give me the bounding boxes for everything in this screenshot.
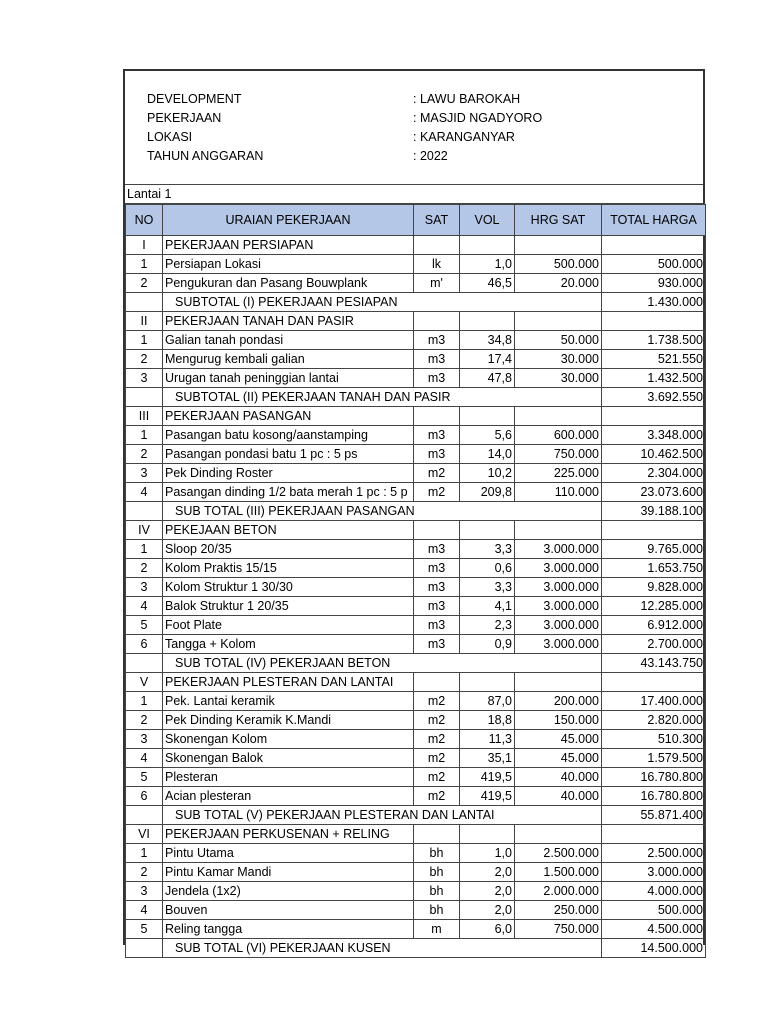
cell-hrg-sat: 750.000 <box>515 445 602 464</box>
subtotal-row <box>126 806 706 825</box>
cell-vol: 2,0 <box>460 901 515 920</box>
cell-hrg-sat <box>515 825 602 844</box>
cell-vol: 10,2 <box>460 464 515 483</box>
cell-no: V <box>126 673 163 692</box>
cell-total-harga: 1.738.500 <box>602 331 706 350</box>
section-row <box>126 825 706 844</box>
cell-vol: 419,5 <box>460 768 515 787</box>
cell-hrg-sat: 40.000 <box>515 768 602 787</box>
cell-vol <box>460 673 515 692</box>
cell-uraian: Acian plesteran <box>163 787 414 806</box>
cell-total-harga: 500.000 <box>602 901 706 920</box>
cell-hrg-sat <box>515 673 602 692</box>
cell-no: 4 <box>126 749 163 768</box>
cell-total-harga: 1.579.500 <box>602 749 706 768</box>
cell-hrg-sat: 2.500.000 <box>515 844 602 863</box>
cell-vol: 3,3 <box>460 540 515 559</box>
table-row <box>126 635 706 654</box>
table-row <box>126 578 706 597</box>
cell-uraian: Pasangan dinding 1/2 bata merah 1 pc : 5 p <box>163 483 414 502</box>
cell-vol <box>460 407 515 426</box>
cell-uraian: Bouven <box>163 901 414 920</box>
cell-sat <box>414 236 460 255</box>
cell-vol: 2,3 <box>460 616 515 635</box>
subtotal-row <box>126 388 706 407</box>
cell-vol: 0,9 <box>460 635 515 654</box>
project-header <box>125 71 703 185</box>
cell-vol <box>460 521 515 540</box>
cell-vol: 1,0 <box>460 844 515 863</box>
cell-sat: m3 <box>414 635 460 654</box>
cell-total-harga: 4.500.000 <box>602 920 706 939</box>
cell-total-harga: 521.550 <box>602 350 706 369</box>
cell-no: 4 <box>126 597 163 616</box>
cell-subtotal-label: SUB TOTAL (IV) PEKERJAAN BETON <box>163 654 602 673</box>
cell-hrg-sat: 3.000.000 <box>515 578 602 597</box>
table-row <box>126 901 706 920</box>
subtotal-row <box>126 293 706 312</box>
cell-sat: m3 <box>414 369 460 388</box>
cell-vol: 17,4 <box>460 350 515 369</box>
cell-no: 3 <box>126 730 163 749</box>
cell-hrg-sat: 3.000.000 <box>515 559 602 578</box>
table-row <box>126 597 706 616</box>
table-row <box>126 255 706 274</box>
table-header-row <box>126 205 706 236</box>
cell-uraian: Reling tangga <box>163 920 414 939</box>
header-label: TAHUN ANGGARAN <box>147 149 264 163</box>
cell-no: 4 <box>126 901 163 920</box>
cell-subtotal-label: SUBTOTAL (I) PEKERJAAN PESIAPAN <box>163 293 602 312</box>
header-row-development <box>125 90 703 109</box>
cell-total-harga: 9.765.000 <box>602 540 706 559</box>
cell-no: 6 <box>126 787 163 806</box>
table-row <box>126 331 706 350</box>
cell-no: 5 <box>126 920 163 939</box>
cell-no: 2 <box>126 559 163 578</box>
cell-no: VI <box>126 825 163 844</box>
cell-total-harga: 2.820.000 <box>602 711 706 730</box>
cell-total-harga: 4.000.000 <box>602 882 706 901</box>
cell-sat: m3 <box>414 445 460 464</box>
cell-vol <box>460 825 515 844</box>
cell-sat: m' <box>414 274 460 293</box>
cell-sat: m3 <box>414 597 460 616</box>
cell-no: 1 <box>126 540 163 559</box>
header-value: : 2022 <box>413 149 448 163</box>
cell-no: II <box>126 312 163 331</box>
cell-vol: 5,6 <box>460 426 515 445</box>
cell-sat: m2 <box>414 711 460 730</box>
header-row-lokasi <box>125 128 703 147</box>
cell-vol: 18,8 <box>460 711 515 730</box>
table-row <box>126 863 706 882</box>
col-header-no: NO <box>126 205 163 236</box>
cell-sat <box>414 312 460 331</box>
cell-hrg-sat: 750.000 <box>515 920 602 939</box>
cell-uraian: PEKEJAAN BETON <box>163 521 414 540</box>
cell-uraian: PEKERJAAN PERKUSENAN + RELING <box>163 825 414 844</box>
cell-total-harga <box>602 407 706 426</box>
cell-hrg-sat: 30.000 <box>515 369 602 388</box>
cell-sat: m2 <box>414 692 460 711</box>
table-body <box>126 236 706 958</box>
header-label: LOKASI <box>147 130 193 144</box>
cell-subtotal-value: 14.500.000 <box>602 939 706 958</box>
table-row <box>126 882 706 901</box>
cell-total-harga <box>602 312 706 331</box>
table-row <box>126 445 706 464</box>
table-row <box>126 464 706 483</box>
cell-sat: m2 <box>414 464 460 483</box>
header-value: : LAWU BAROKAH <box>413 92 521 106</box>
cell-hrg-sat <box>515 521 602 540</box>
cost-table <box>125 204 706 958</box>
cell-sat: m2 <box>414 483 460 502</box>
cell-uraian: PEKERJAAN TANAH DAN PASIR <box>163 312 414 331</box>
cell-sat: m2 <box>414 787 460 806</box>
cell-vol: 419,5 <box>460 787 515 806</box>
table-row <box>126 730 706 749</box>
cell-uraian: Balok Struktur 1 20/35 <box>163 597 414 616</box>
cell-no <box>126 388 163 407</box>
cell-hrg-sat: 600.000 <box>515 426 602 445</box>
cell-vol: 34,8 <box>460 331 515 350</box>
cell-vol: 6,0 <box>460 920 515 939</box>
cell-subtotal-label: SUB TOTAL (VI) PEKERJAAN KUSEN <box>163 939 602 958</box>
cell-hrg-sat: 40.000 <box>515 787 602 806</box>
cell-uraian: Pek Dinding Keramik K.Mandi <box>163 711 414 730</box>
subtotal-row <box>126 939 706 958</box>
cell-uraian: Pek Dinding Roster <box>163 464 414 483</box>
cell-sat: bh <box>414 863 460 882</box>
cell-hrg-sat: 3.000.000 <box>515 540 602 559</box>
section-row <box>126 673 706 692</box>
section-row <box>126 312 706 331</box>
cell-total-harga: 1.653.750 <box>602 559 706 578</box>
cell-hrg-sat: 225.000 <box>515 464 602 483</box>
cell-hrg-sat: 200.000 <box>515 692 602 711</box>
cell-sat: m2 <box>414 749 460 768</box>
cell-sat: m3 <box>414 350 460 369</box>
cell-no: 3 <box>126 578 163 597</box>
cell-total-harga: 2.500.000 <box>602 844 706 863</box>
section-row <box>126 521 706 540</box>
cell-total-harga <box>602 521 706 540</box>
cell-hrg-sat: 3.000.000 <box>515 616 602 635</box>
cell-subtotal-value: 1.430.000 <box>602 293 706 312</box>
cell-total-harga: 6.912.000 <box>602 616 706 635</box>
cell-vol: 47,8 <box>460 369 515 388</box>
cell-vol: 0,6 <box>460 559 515 578</box>
cell-uraian: PEKERJAAN PASANGAN <box>163 407 414 426</box>
table-row <box>126 616 706 635</box>
cell-vol: 2,0 <box>460 882 515 901</box>
cell-sat: lk <box>414 255 460 274</box>
cell-uraian: Plesteran <box>163 768 414 787</box>
table-row <box>126 711 706 730</box>
cell-total-harga: 16.780.800 <box>602 768 706 787</box>
cell-uraian: Pintu Utama <box>163 844 414 863</box>
header-row-tahun <box>125 147 703 166</box>
section-row <box>126 236 706 255</box>
cell-uraian: Kolom Struktur 1 30/30 <box>163 578 414 597</box>
cell-hrg-sat: 45.000 <box>515 730 602 749</box>
cell-uraian: Pek. Lantai keramik <box>163 692 414 711</box>
table-row <box>126 274 706 293</box>
cell-uraian: PEKERJAAN PLESTERAN DAN LANTAI <box>163 673 414 692</box>
cell-hrg-sat: 110.000 <box>515 483 602 502</box>
section-row <box>126 407 706 426</box>
col-header-sat: SAT <box>414 205 460 236</box>
cell-uraian: Pasangan pondasi batu 1 pc : 5 ps <box>163 445 414 464</box>
cell-no: 3 <box>126 464 163 483</box>
cell-uraian: Pintu Kamar Mandi <box>163 863 414 882</box>
table-row <box>126 483 706 502</box>
cell-hrg-sat <box>515 312 602 331</box>
cell-no: 2 <box>126 445 163 464</box>
cell-vol: 11,3 <box>460 730 515 749</box>
cell-total-harga: 10.462.500 <box>602 445 706 464</box>
cell-no: 2 <box>126 711 163 730</box>
cell-uraian: Persiapan Lokasi <box>163 255 414 274</box>
cell-no: 4 <box>126 483 163 502</box>
cell-sat: m2 <box>414 730 460 749</box>
table-row <box>126 768 706 787</box>
cell-subtotal-value: 55.871.400 <box>602 806 706 825</box>
cell-total-harga: 16.780.800 <box>602 787 706 806</box>
cell-uraian: Skonengan Kolom <box>163 730 414 749</box>
cell-no: 3 <box>126 369 163 388</box>
cell-uraian: Tangga + Kolom <box>163 635 414 654</box>
cell-subtotal-label: SUB TOTAL (V) PEKERJAAN PLESTERAN DAN LANTAI <box>163 806 602 825</box>
table-row <box>126 559 706 578</box>
cell-no: 1 <box>126 255 163 274</box>
cell-total-harga: 12.285.000 <box>602 597 706 616</box>
cell-vol <box>460 312 515 331</box>
floor-label: Lantai 1 <box>125 185 703 204</box>
cell-no: 1 <box>126 426 163 445</box>
cell-vol: 4,1 <box>460 597 515 616</box>
cell-sat: m3 <box>414 616 460 635</box>
cell-vol: 46,5 <box>460 274 515 293</box>
cell-uraian: Pasangan batu kosong/aanstamping <box>163 426 414 445</box>
cell-hrg-sat: 3.000.000 <box>515 597 602 616</box>
header-value: : KARANGANYAR <box>413 130 515 144</box>
cell-vol: 209,8 <box>460 483 515 502</box>
cell-vol: 87,0 <box>460 692 515 711</box>
col-header-vol: VOL <box>460 205 515 236</box>
cell-no <box>126 939 163 958</box>
table-row <box>126 350 706 369</box>
cell-no: III <box>126 407 163 426</box>
cell-uraian: Urugan tanah peninggian lantai <box>163 369 414 388</box>
cell-uraian: Galian tanah pondasi <box>163 331 414 350</box>
cell-no <box>126 806 163 825</box>
cell-no: 1 <box>126 844 163 863</box>
cell-vol: 14,0 <box>460 445 515 464</box>
cell-no: 5 <box>126 616 163 635</box>
cell-total-harga: 3.000.000 <box>602 863 706 882</box>
cell-sat: bh <box>414 844 460 863</box>
cell-no: 2 <box>126 350 163 369</box>
cell-uraian: Skonengan Balok <box>163 749 414 768</box>
cell-no <box>126 502 163 521</box>
cell-sat: m3 <box>414 559 460 578</box>
cell-total-harga: 2.304.000 <box>602 464 706 483</box>
cell-hrg-sat: 250.000 <box>515 901 602 920</box>
cell-sat <box>414 673 460 692</box>
cell-sat: m3 <box>414 331 460 350</box>
table-row <box>126 540 706 559</box>
cell-uraian: Mengurug kembali galian <box>163 350 414 369</box>
cell-hrg-sat: 3.000.000 <box>515 635 602 654</box>
cell-no: 5 <box>126 768 163 787</box>
cell-hrg-sat: 50.000 <box>515 331 602 350</box>
header-label: DEVELOPMENT <box>147 92 242 106</box>
cell-total-harga: 9.828.000 <box>602 578 706 597</box>
cell-no: 1 <box>126 331 163 350</box>
cell-no: 2 <box>126 274 163 293</box>
cell-total-harga: 3.348.000 <box>602 426 706 445</box>
cell-uraian: Kolom Praktis 15/15 <box>163 559 414 578</box>
table-row <box>126 749 706 768</box>
table-row <box>126 844 706 863</box>
subtotal-row <box>126 502 706 521</box>
cell-total-harga <box>602 825 706 844</box>
cell-total-harga: 23.073.600 <box>602 483 706 502</box>
cell-subtotal-value: 43.143.750 <box>602 654 706 673</box>
table-row <box>126 787 706 806</box>
cell-subtotal-label: SUB TOTAL (III) PEKERJAAN PASANGAN <box>163 502 602 521</box>
cell-hrg-sat: 500.000 <box>515 255 602 274</box>
cell-hrg-sat: 30.000 <box>515 350 602 369</box>
cell-total-harga: 500.000 <box>602 255 706 274</box>
cell-total-harga: 17.400.000 <box>602 692 706 711</box>
cell-sat: bh <box>414 901 460 920</box>
cell-total-harga: 930.000 <box>602 274 706 293</box>
cell-hrg-sat <box>515 407 602 426</box>
cell-uraian: PEKERJAAN PERSIAPAN <box>163 236 414 255</box>
table-row <box>126 920 706 939</box>
col-header-uraian: URAIAN PEKERJAAN <box>163 205 414 236</box>
cell-sat: bh <box>414 882 460 901</box>
table-row <box>126 426 706 445</box>
cell-hrg-sat: 1.500.000 <box>515 863 602 882</box>
cell-total-harga <box>602 236 706 255</box>
cell-no: 3 <box>126 882 163 901</box>
cell-vol: 3,3 <box>460 578 515 597</box>
cell-no: I <box>126 236 163 255</box>
subtotal-row <box>126 654 706 673</box>
table-row <box>126 369 706 388</box>
table-row <box>126 692 706 711</box>
cell-sat: m2 <box>414 768 460 787</box>
cell-no: 2 <box>126 863 163 882</box>
cell-no <box>126 293 163 312</box>
cell-no: 6 <box>126 635 163 654</box>
cell-uraian: Pengukuran dan Pasang Bouwplank <box>163 274 414 293</box>
cell-sat <box>414 825 460 844</box>
col-header-hrg-sat: HRG SAT <box>515 205 602 236</box>
cell-sat: m3 <box>414 578 460 597</box>
cell-total-harga: 510.300 <box>602 730 706 749</box>
cell-vol: 35,1 <box>460 749 515 768</box>
header-label: PEKERJAAN <box>147 111 222 125</box>
header-row-pekerjaan <box>125 109 703 128</box>
cell-vol: 2,0 <box>460 863 515 882</box>
cell-sat: m3 <box>414 426 460 445</box>
header-value: : MASJID NGADYORO <box>413 111 543 125</box>
rab-sheet <box>123 69 705 955</box>
cell-uraian: Sloop 20/35 <box>163 540 414 559</box>
col-header-total-harga: TOTAL HARGA <box>602 205 706 236</box>
cell-sat: m3 <box>414 540 460 559</box>
cell-hrg-sat: 2.000.000 <box>515 882 602 901</box>
cell-no <box>126 654 163 673</box>
cell-vol: 1,0 <box>460 255 515 274</box>
cell-subtotal-label: SUBTOTAL (II) PEKERJAAN TANAH DAN PASIR <box>163 388 602 407</box>
cell-total-harga: 1.432.500 <box>602 369 706 388</box>
cell-vol <box>460 236 515 255</box>
cell-hrg-sat <box>515 236 602 255</box>
cell-uraian: Foot Plate <box>163 616 414 635</box>
cell-sat: m <box>414 920 460 939</box>
cell-subtotal-value: 39.188.100 <box>602 502 706 521</box>
cell-hrg-sat: 150.000 <box>515 711 602 730</box>
cell-no: 1 <box>126 692 163 711</box>
cell-sat <box>414 521 460 540</box>
cell-hrg-sat: 20.000 <box>515 274 602 293</box>
cell-no: IV <box>126 521 163 540</box>
cell-total-harga: 2.700.000 <box>602 635 706 654</box>
cell-sat <box>414 407 460 426</box>
cell-uraian: Jendela (1x2) <box>163 882 414 901</box>
cell-total-harga <box>602 673 706 692</box>
cell-hrg-sat: 45.000 <box>515 749 602 768</box>
cell-subtotal-value: 3.692.550 <box>602 388 706 407</box>
